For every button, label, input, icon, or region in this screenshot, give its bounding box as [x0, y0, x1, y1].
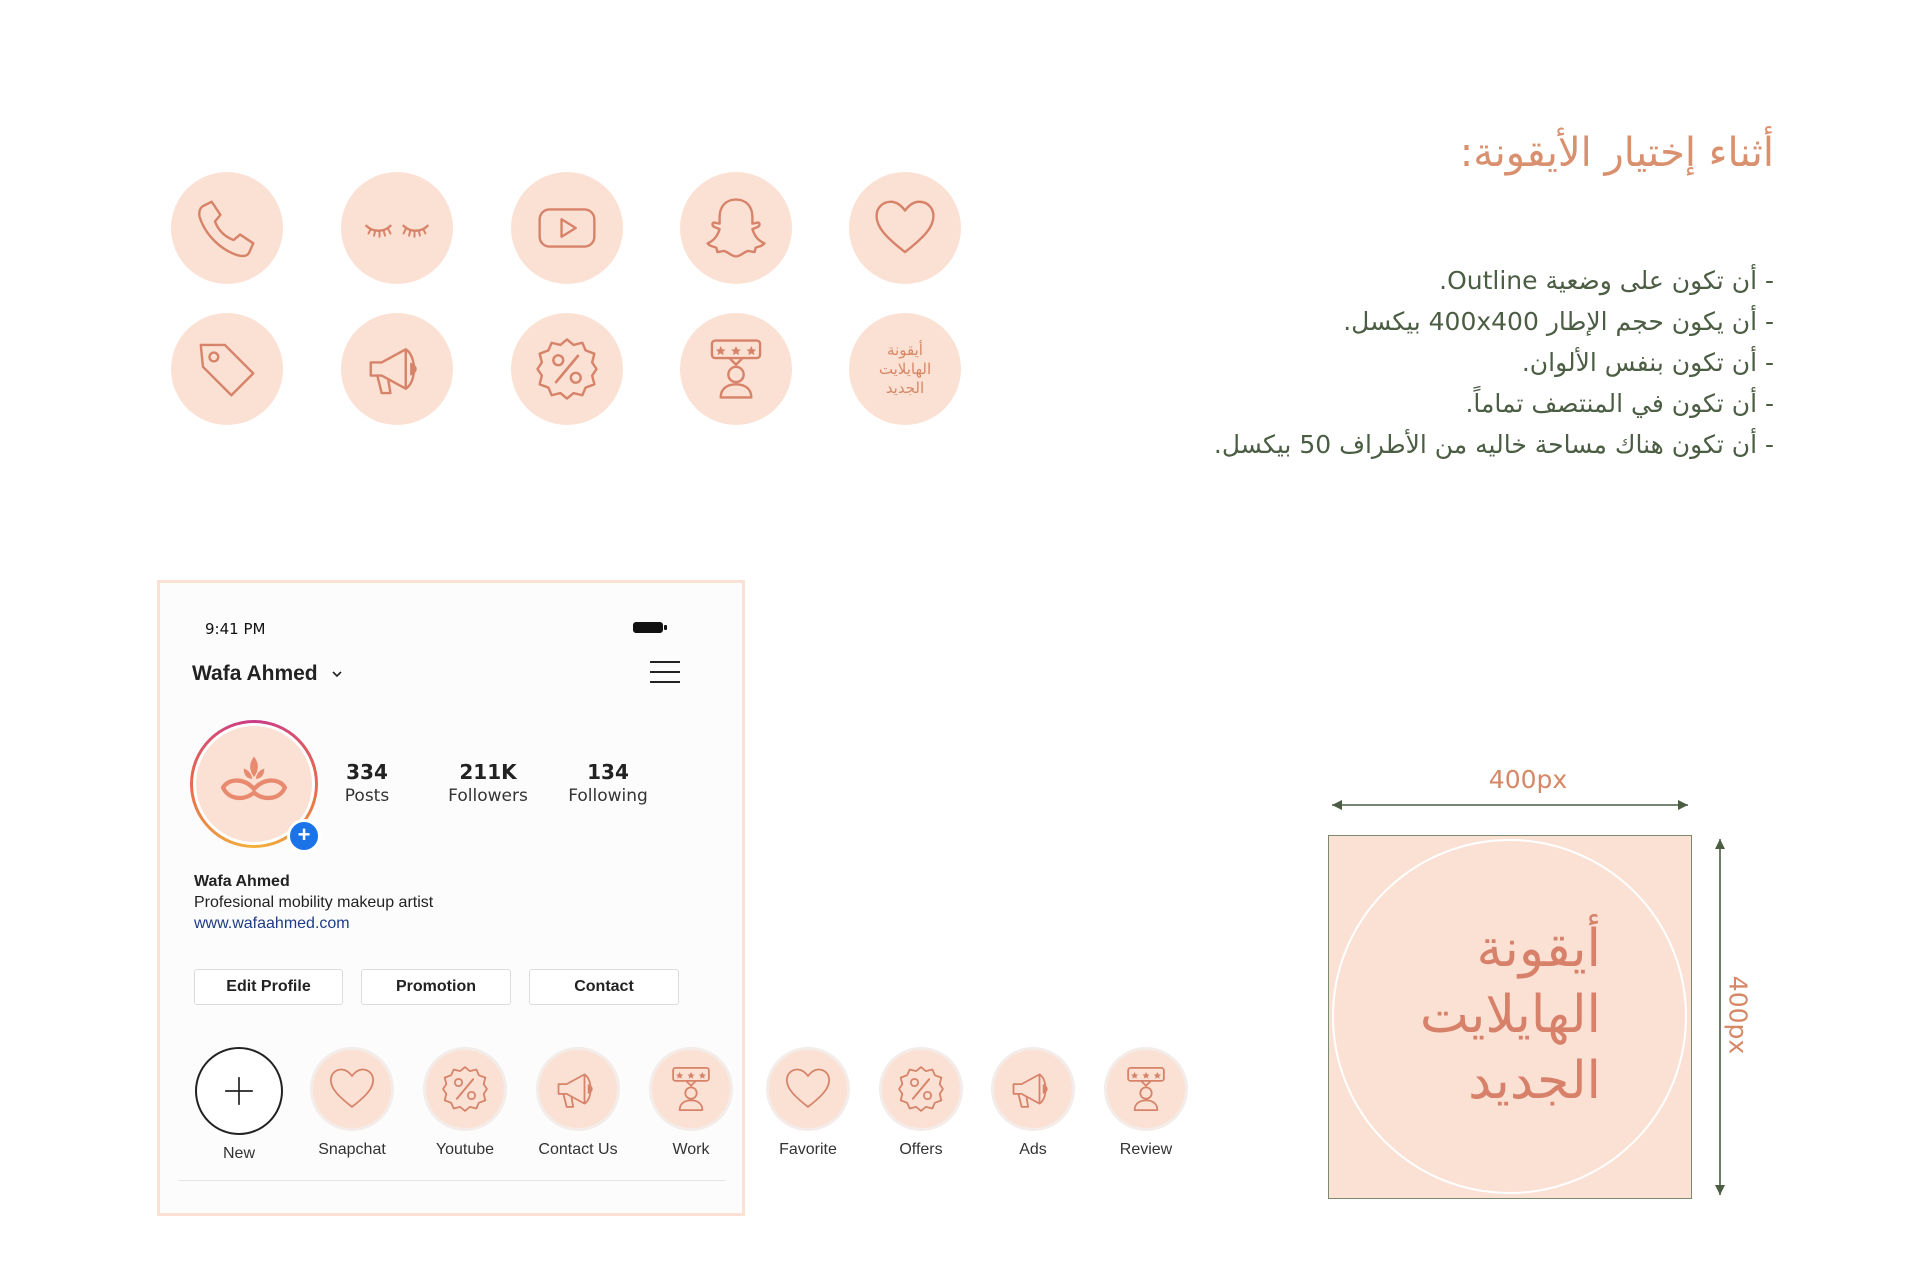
highlight-review[interactable] — [1101, 1047, 1191, 1159]
highlight-label: Review — [1119, 1141, 1173, 1158]
stat-label: Following — [568, 786, 648, 806]
heart-icon — [326, 1063, 378, 1115]
contact-button[interactable]: Contact — [529, 969, 679, 1005]
highlight-circle — [1104, 1047, 1188, 1131]
highlight-ads[interactable] — [988, 1047, 1078, 1159]
rule-item: - أن يكون حجم الإطار 400x400 بيكسل. — [1343, 307, 1774, 336]
divider — [178, 1180, 726, 1181]
add-story-badge[interactable]: + — [287, 819, 321, 853]
battery-icon — [633, 622, 663, 633]
percent-badge-icon — [895, 1063, 947, 1115]
highlight-snapchat[interactable] — [307, 1047, 397, 1159]
stat-value: 211K — [459, 760, 517, 784]
highlight-circle — [195, 1047, 283, 1135]
sample-line-3: الجديد — [1468, 1051, 1601, 1111]
highlight-circle — [423, 1047, 507, 1131]
text-line-1: أيقونة — [887, 340, 923, 359]
rule-item: - أن تكون في المنتصف تماماً. — [1465, 389, 1774, 418]
promotion-button[interactable]: Promotion — [361, 969, 511, 1005]
rules-list — [1154, 260, 1774, 465]
text-icon — [849, 313, 961, 425]
text-line-2: الهايلايت — [878, 359, 932, 378]
stat-followers[interactable] — [433, 760, 543, 806]
width-label: 400px — [1488, 765, 1568, 794]
review-person-icon — [665, 1063, 717, 1115]
percent-badge-icon — [511, 313, 623, 425]
width-arrow — [1328, 795, 1692, 815]
stat-value: 334 — [346, 760, 388, 784]
highlight-label: Favorite — [779, 1141, 837, 1158]
status-time: 9:41 PM — [205, 620, 266, 638]
review-person-icon — [1120, 1063, 1172, 1115]
bio-website-link[interactable]: www.wafaahmed.com — [194, 915, 350, 932]
closed-eyes-lashes-icon — [341, 172, 453, 284]
highlight-label: Contact Us — [538, 1141, 618, 1158]
stat-label: Followers — [448, 786, 528, 806]
highlight-circle — [879, 1047, 963, 1131]
stat-posts — [312, 760, 422, 806]
highlight-label: New — [222, 1145, 255, 1162]
review-person-icon — [680, 313, 792, 425]
highlight-youtube[interactable] — [420, 1047, 510, 1159]
percent-badge-icon — [439, 1063, 491, 1115]
highlight-new[interactable] — [194, 1047, 284, 1163]
lotus-mask-logo-icon — [211, 741, 297, 827]
chevron-down-icon[interactable] — [330, 667, 344, 681]
megaphone-icon — [1007, 1063, 1059, 1115]
highlight-label: Youtube — [435, 1141, 495, 1158]
highlight-offers[interactable] — [876, 1047, 966, 1159]
bio-description: Profesional mobility makeup artist — [194, 894, 434, 911]
youtube-play-icon — [511, 172, 623, 284]
heart-icon — [782, 1063, 834, 1115]
highlight-circle — [310, 1047, 394, 1131]
highlight-circle — [536, 1047, 620, 1131]
stat-label: Posts — [344, 786, 390, 806]
profile-username[interactable]: Wafa Ahmed — [192, 662, 318, 685]
highlight-circle — [649, 1047, 733, 1131]
price-tag-icon — [171, 313, 283, 425]
rule-item: - أن تكون بنفس الألوان. — [1521, 348, 1774, 377]
icon-size-sample — [1328, 835, 1692, 1199]
height-label: 400px — [1723, 975, 1753, 1055]
highlight-work[interactable] — [646, 1047, 736, 1159]
megaphone-icon — [341, 313, 453, 425]
stat-value: 134 — [587, 760, 629, 784]
sample-line-1: أيقونة — [1476, 919, 1601, 979]
sample-icon-text — [1420, 916, 1601, 1114]
stat-following[interactable] — [553, 760, 663, 806]
snapchat-ghost-icon — [680, 172, 792, 284]
highlight-favorite[interactable] — [763, 1047, 853, 1159]
edit-profile-button[interactable]: Edit Profile — [194, 969, 343, 1005]
highlight-label: Work — [672, 1141, 710, 1158]
plus-icon — [219, 1071, 259, 1111]
highlight-circle — [991, 1047, 1075, 1131]
phone-icon — [171, 172, 283, 284]
rule-item: - أن تكون هناك مساحة خاليه من الأطراف 50 بيكسل. — [1213, 430, 1774, 459]
highlight-label: Offers — [899, 1141, 943, 1158]
megaphone-icon — [552, 1063, 604, 1115]
rules-title: أثناء إختيار الأيقونة: — [1459, 130, 1774, 176]
highlight-contact-us[interactable] — [533, 1047, 623, 1159]
text-icon-label — [879, 341, 931, 398]
highlight-label: Ads — [1019, 1141, 1047, 1158]
text-line-3: الجديد — [885, 378, 925, 397]
rule-item: - أن تكون على وضعية Outline. — [1439, 266, 1774, 295]
highlight-label: Snapchat — [318, 1141, 386, 1158]
heart-icon — [849, 172, 961, 284]
bio-name: Wafa Ahmed — [194, 873, 290, 890]
hamburger-menu-icon[interactable] — [650, 661, 680, 685]
sample-line-2: الهايلايت — [1419, 985, 1601, 1045]
highlight-circle — [766, 1047, 850, 1131]
